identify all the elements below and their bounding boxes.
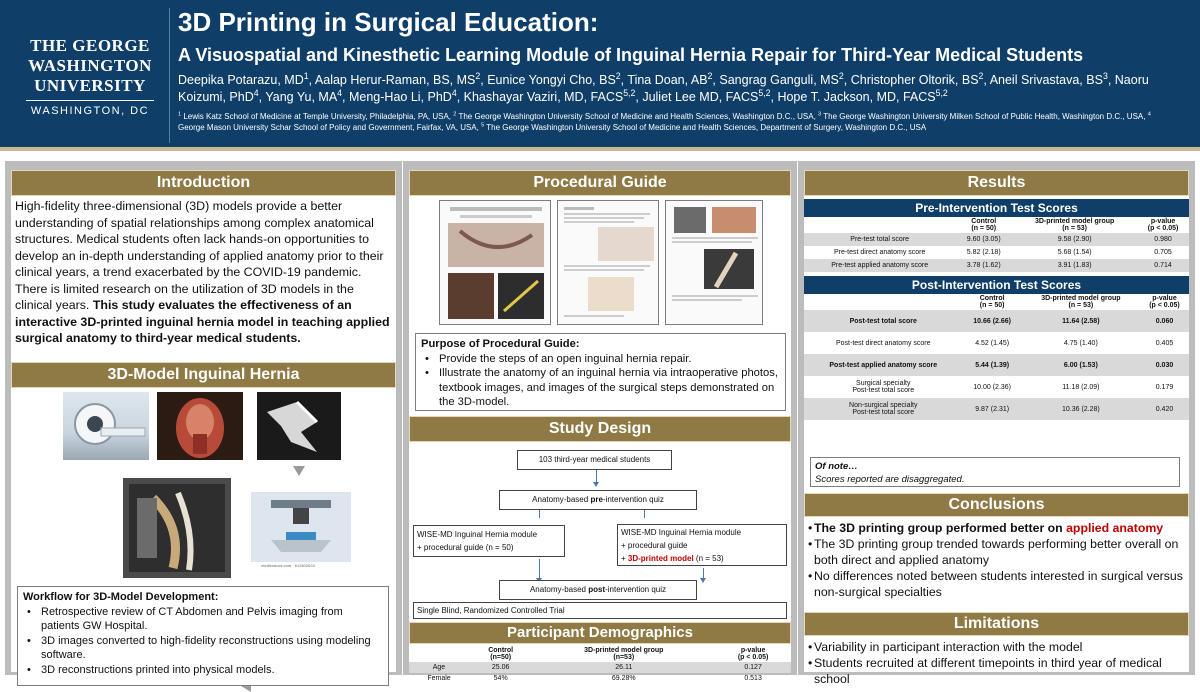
author-name: Meng-Hao Li, PhD <box>348 90 452 104</box>
flow-branch-right <box>644 510 645 518</box>
anatomy-render-image <box>157 392 243 460</box>
note-box <box>810 457 1180 487</box>
table-row <box>804 332 1189 354</box>
table-cell: 0.060 <box>1140 310 1189 332</box>
demographics-table-wrap <box>409 646 791 684</box>
image-credit: shutterstock.com · 612602633 <box>261 563 315 568</box>
limitation-item: • Variability in participant interaction with the model <box>804 639 1185 655</box>
note-title: Of note… <box>815 461 858 472</box>
3d-arm-n: (n = 53) <box>693 554 724 563</box>
workflow-title: Workflow for 3D-Model Development: <box>23 591 219 603</box>
conclusion-item: • The 3D printing group trended towards performing better overall on both direct and applied anatomy <box>804 536 1185 568</box>
gwu-logo <box>20 36 160 117</box>
header-gold-rule <box>0 147 1200 151</box>
table-row <box>804 233 1189 246</box>
table-cell: 54% <box>493 675 508 682</box>
conclusion-item <box>804 520 1185 536</box>
author-name: Naoru Koizumi, PhD <box>178 73 1149 104</box>
author-name: Aalap Herur-Raman, BS, MS <box>314 73 476 87</box>
guide-page-2 <box>557 200 659 325</box>
workflow-item: • 3D reconstructions printed into physical models. <box>23 663 383 678</box>
table-cell: Post-test total score <box>804 310 963 332</box>
table-cell: 5.44 (1.39) <box>963 354 1022 376</box>
workflow-list <box>23 605 383 678</box>
guide-page-2-drawing <box>558 201 660 326</box>
conclusions-list <box>804 520 1189 600</box>
guide-page-3-drawing <box>666 201 764 326</box>
pre-quiz-text-b: -intervention quiz <box>602 495 664 504</box>
table-cell: 9.60 (3.05) <box>955 233 1012 246</box>
table-cell: 5.82 (2.18) <box>966 249 1001 256</box>
table-cell: 6.00 (1.53) <box>1022 354 1140 376</box>
table-cell: 26.11 <box>532 662 715 673</box>
table-cell: 4.52 (1.45) <box>975 339 1010 347</box>
printed-model-drawing <box>123 478 231 578</box>
table-cell: 0.705 <box>1154 249 1172 256</box>
study-design-heading: Study Design <box>409 416 791 442</box>
table-row <box>804 354 1189 376</box>
flow-arrow-1 <box>596 470 597 483</box>
pre-test-heading: Pre-Intervention Test Scores <box>804 199 1189 217</box>
procedural-guide-heading: Procedural Guide <box>409 170 791 196</box>
table-cell: 0.980 <box>1137 233 1189 246</box>
table-header-cell <box>409 646 469 662</box>
introduction-aim: This study evaluates the effectiveness of an interactive 3D-printed inguinal hernia model in teaching applied surgical anatomy to third-year medical students. <box>15 298 390 345</box>
limitations-list <box>804 639 1189 687</box>
3d-arm-plus: + <box>621 554 628 563</box>
author-name: Yang Yu, MA <box>265 90 338 104</box>
logo-line-4: WASHINGTON, DC <box>30 105 150 117</box>
demographics-heading: Participant Demographics <box>409 622 791 644</box>
table-header-cell: p-value (p < 0.05) <box>715 646 791 662</box>
author-name: Christopher Oltorik, BS <box>850 73 979 87</box>
table-header-cell: 3D-printed model group (n = 53) <box>1012 217 1137 233</box>
table-cell: Post-test applied anatomy score <box>804 354 963 376</box>
demographics-table <box>409 646 791 684</box>
table-cell: 10.00 (2.36) <box>973 383 1012 391</box>
table-row <box>804 376 1189 398</box>
flow-arrow-3 <box>703 568 704 579</box>
table-cell: Pre-test total score <box>804 233 955 246</box>
author-affil-mark: 2 <box>615 70 621 81</box>
introduction-body <box>11 196 396 349</box>
author-name: Eunice Yongyi Cho, BS <box>487 73 616 87</box>
pre-test-table <box>804 217 1189 272</box>
affiliation-mark: 2 <box>453 111 457 118</box>
table-header-cell: Control (n=50) <box>469 646 532 662</box>
introduction-text: High-fidelity three-dimensional (3D) models provide a better understanding of spatial relationships among complex anatomical structures. Medical students often lack hands-on opportunities to develop an in-depth understanding of applied anatomy prior to their clinical years, a trend exacerbated by the COVID-19 pandemic. There is limited research on the utilization of 3D models in the clinical years. <box>15 199 384 312</box>
table-cell: Female <box>427 675 451 682</box>
conclusion-1-highlight: applied anatomy <box>1066 521 1164 535</box>
author-affil-mark: 2 <box>838 70 844 81</box>
table-cell: Post-test direct anatomy score <box>835 339 931 347</box>
table-row <box>409 662 791 673</box>
table-cell: 11.64 (2.58) <box>1022 310 1140 332</box>
table-row <box>409 673 791 684</box>
author-affil-mark: 4 <box>253 87 259 98</box>
table-cell: 0.030 <box>1140 354 1189 376</box>
table-header-cell: Control (n = 50) <box>963 294 1022 310</box>
table-cell: 0.127 <box>715 662 791 673</box>
control-arm-line2: + procedural guide (n = 50) <box>417 543 514 552</box>
affiliation-mark: 4 <box>1147 111 1151 118</box>
table-row <box>804 398 1189 420</box>
author-affil-mark: 4 <box>337 87 343 98</box>
flow-arrow-2 <box>539 559 540 579</box>
table-cell: 5.68 (1.54) <box>1057 249 1092 256</box>
logo-line-1: THE GEORGE <box>30 36 150 55</box>
down-arrow-icon <box>293 466 305 476</box>
table-cell: 25.06 <box>469 662 532 673</box>
purpose-box <box>415 333 786 411</box>
purpose-title: Purpose of Procedural Guide: <box>421 338 580 350</box>
table-header-cell: Control (n = 50) <box>955 217 1012 233</box>
affiliation-mark: 1 <box>178 111 182 118</box>
3d-arm-line2: + procedural guide <box>621 541 688 550</box>
author-affil-mark: 4 <box>451 87 457 98</box>
author-list: Deepika Potarazu, $MD^1$, Aalap Herur-Raman, BS, $MS^2$, Eunice Yongyi Cho, $BS^2$, Tina Doan, $AB^2$, Sangrag Ganguli, $MS^2$, Christopher Oltorik, $BS^2$, Aneil Srivastava, $BS^3$, Naoru Koizumi, PhD$^4$, Yang Yu, $MA^4$, Meng-Hao Li, PhD$^4$, Khashayar Vaziri, MD, FACS$^{5,2}$, Juliet Lee MD, FACS$^{5,2}$, Hope T. Jackson, MD, FACS$^{5,2}$ <box>178 70 1149 104</box>
affiliation-text: The George Washington University School of Medicine and Health Sciences, Washington D.C., USA, <box>456 112 819 121</box>
table-row <box>804 259 1189 272</box>
post-quiz-text-bold: post <box>588 585 606 594</box>
flow-pre-quiz-box <box>499 490 697 510</box>
affiliation-mark: 5 <box>481 122 485 129</box>
logo-line-3: UNIVERSITY <box>34 76 146 95</box>
table-cell: 0.714 <box>1137 259 1189 272</box>
table-header-cell <box>804 217 955 233</box>
author-affil-mark: 5,2 <box>758 87 771 98</box>
post-quiz-text-a: Anatomy-based <box>529 585 589 594</box>
column-right <box>798 161 1195 686</box>
printed-model-photo <box>123 478 231 578</box>
post-test-heading: Post-Intervention Test Scores <box>804 276 1189 294</box>
table-cell: Pre-test applied anatomy score <box>804 259 955 272</box>
trial-design-label: Single Blind, Randomized Controlled Trial <box>413 602 787 619</box>
logo-line-2: WASHINGTON <box>28 56 152 75</box>
guide-page-1 <box>439 200 551 325</box>
table-cell: Pre-test direct anatomy score <box>833 249 926 256</box>
flow-sample-box: 103 third-year medical students <box>517 450 672 470</box>
control-arm-line1: WISE-MD Inguinal Hernia module <box>417 530 538 539</box>
table-cell: Age <box>409 662 469 673</box>
3d-printer-drawing <box>251 492 351 562</box>
purpose-item: • Illustrate the anatomy of an inguinal hernia via intraoperative photos, textbook images, and images of the surgical steps demonstrated on the 3D-model. <box>421 366 780 410</box>
3d-arm-model-label: 3D-printed model <box>627 554 694 563</box>
3d-reconstruction-image <box>257 392 341 460</box>
guide-page-1-drawing <box>440 201 552 326</box>
pre-quiz-text-a: Anatomy-based <box>532 495 591 504</box>
ct-scanner-image <box>63 392 149 460</box>
table-cell: 4.75 (1.40) <box>1063 339 1098 347</box>
author-affil-mark: 2 <box>707 70 713 81</box>
3d-arm-line1: WISE-MD Inguinal Hernia module <box>621 528 742 537</box>
flow-control-arm <box>413 525 565 557</box>
table-header-row <box>409 646 791 662</box>
flow-post-quiz-box <box>499 580 697 600</box>
table-cell: 10.66 (2.66) <box>963 310 1022 332</box>
table-cell: 0.420 <box>1140 398 1189 420</box>
author-affil-mark: 2 <box>475 70 481 81</box>
column-middle <box>403 161 797 682</box>
affiliation-text: The George Washington University School of Medicine and Health Sciences, Department of Surgery, Washington D.C., USA <box>484 123 927 132</box>
author-affil-mark: 2 <box>978 70 984 81</box>
author-name: Deepika Potarazu, MD <box>178 73 304 87</box>
table-row <box>804 310 1189 332</box>
table-cell: 10.36 (2.28) <box>1022 398 1140 420</box>
author-name: Khashayar Vaziri, MD, FACS <box>463 90 624 104</box>
table-header-cell: 3D-printed model group (n=53) <box>532 646 715 662</box>
table-cell: Surgical specialty Post-test total score <box>852 380 915 394</box>
author-affil-mark: 1 <box>303 70 309 81</box>
column-right-panel <box>804 170 1189 686</box>
affiliation-text: George Mason University Schar School of Policy and Government, Fairfax, VA, USA, <box>178 123 482 132</box>
table-cell: 3.91 (1.83) <box>1012 259 1137 272</box>
results-heading: Results <box>804 170 1189 196</box>
purpose-list <box>421 352 780 410</box>
model-heading: 3D-Model Inguinal Hernia <box>11 362 396 388</box>
workflow-item: • 3D images converted to high-fidelity reconstructions using modeling software. <box>23 634 383 663</box>
guide-page-3 <box>665 200 763 325</box>
post-test-table <box>804 294 1189 420</box>
table-header-cell <box>804 294 963 310</box>
poster-subtitle: A Visuospatial and Kinesthetic Learning Module of Inguinal Hernia Repair for Third-Year Medical Students <box>178 45 1084 65</box>
conclusion-item: • No differences noted between students interested in surgical versus non-surgical specialties <box>804 568 1185 600</box>
workflow-item: • Retrospective review of CT Abdomen and Pelvis imaging from patients GW Hospital. <box>23 605 383 634</box>
table-cell: Non-surgical specialty Post-test total score <box>804 398 963 420</box>
3d-printer-image <box>251 492 351 562</box>
author-name: Sangrag Ganguli, MS <box>719 73 839 87</box>
limitation-item: • Students recruited at different timepoints in third year of medical school <box>804 655 1185 687</box>
table-cell: 9.87 (2.31) <box>963 398 1022 420</box>
poster-header <box>0 0 1200 151</box>
logo-divider <box>26 100 154 101</box>
author-name: Hope T. Jackson, MD, FACS <box>777 90 936 104</box>
table-header-cell: p-value (p < 0.05) <box>1140 294 1189 310</box>
author-name: Tina Doan, AB <box>627 73 708 87</box>
anatomy-render-drawing <box>157 392 243 460</box>
conclusions-heading: Conclusions <box>804 493 1189 517</box>
column-left <box>5 161 402 675</box>
table-row <box>804 246 1189 259</box>
table-cell: 9.58 (2.90) <box>1012 233 1137 246</box>
table-cell: 0.405 <box>1155 339 1174 347</box>
table-header-row <box>804 294 1189 310</box>
flow-branch-left <box>539 510 540 518</box>
post-quiz-text-b: -intervention quiz <box>605 585 667 594</box>
3d-reconstruction-drawing <box>257 392 341 460</box>
affiliation-mark: 3 <box>818 111 822 118</box>
poster-title: 3D Printing in Surgical Education: <box>178 7 599 37</box>
table-header-cell: p-value (p < 0.05) <box>1137 217 1189 233</box>
introduction-heading: Introduction <box>11 170 396 196</box>
note-text: Scores reported are disaggregated. <box>815 474 965 485</box>
column-middle-panel <box>409 170 791 682</box>
header-divider <box>169 8 170 143</box>
author-name: Juliet Lee MD, FACS <box>642 90 759 104</box>
author-affil-mark: 5,2 <box>623 87 636 98</box>
pre-quiz-text-bold: pre <box>590 495 603 504</box>
column-left-panel <box>11 170 396 676</box>
table-cell: 0.179 <box>1155 383 1174 391</box>
author-name: Aneil Srivastava, BS <box>989 73 1103 87</box>
affiliation-list <box>178 111 1178 133</box>
table-header-cell: 3D-printed model group (n = 53) <box>1022 294 1140 310</box>
affiliation-text: The George Washington University Milken School of Public Health, Washington D.C., USA, <box>821 112 1148 121</box>
affiliation-text: Lewis Katz School of Medicine at Temple University, Philadelphia, PA, USA, <box>181 112 454 121</box>
table-cell: 69.28% <box>611 675 636 682</box>
author-affil-mark: 5,2 <box>935 87 948 98</box>
table-cell: 0.513 <box>744 675 762 682</box>
flow-3d-arm <box>617 524 787 566</box>
limitations-heading: Limitations <box>804 612 1189 636</box>
table-cell: 11.18 (2.09) <box>1062 383 1100 391</box>
3d-arm-line3 <box>621 552 783 565</box>
conclusion-1-text: The 3D printing group performed better on <box>814 521 1067 535</box>
table-header-row <box>804 217 1189 233</box>
workflow-box <box>17 586 389 686</box>
purpose-item: • Provide the steps of an open inguinal hernia repair. <box>421 352 780 367</box>
table-cell: 3.78 (1.62) <box>955 259 1012 272</box>
ct-scanner-drawing <box>63 392 149 460</box>
author-affil-mark: 3 <box>1102 70 1108 81</box>
